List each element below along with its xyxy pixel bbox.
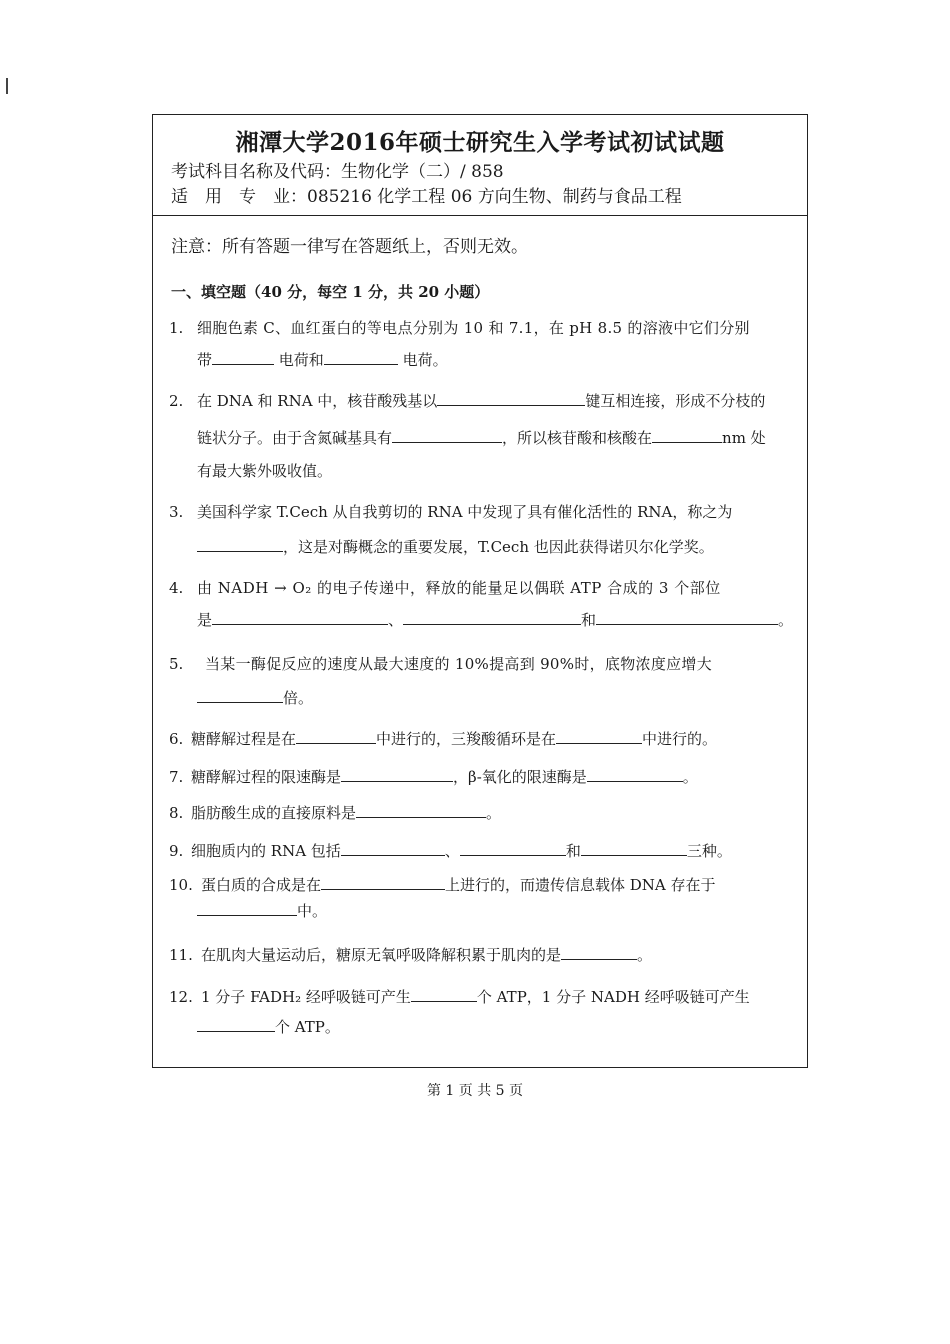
question-text: 1 分子 FADH₂ 经呼吸链可产生 <box>201 988 411 1006</box>
question-text: 蛋白质的合成是在 <box>201 876 322 894</box>
question-text: 是 <box>197 611 213 629</box>
question-text: 个 ATP，1 分子 NADH 经呼吸链可产生 <box>476 988 750 1006</box>
question-number: 12. <box>169 988 193 1006</box>
question-text: 脂肪酸生成的直接原料是 <box>191 804 357 822</box>
question-number: 6. <box>169 730 184 748</box>
answer-blank[interactable] <box>212 610 388 625</box>
answer-blank[interactable] <box>437 391 585 406</box>
question-3 <box>169 499 807 575</box>
scan-artifact-mark <box>6 78 8 94</box>
exam-paper-frame <box>152 114 808 1068</box>
question-number: 3. <box>169 503 184 521</box>
question-text: 、 <box>388 611 404 629</box>
question-text: 中。 <box>297 902 328 920</box>
question-10 <box>169 871 807 933</box>
question-text: 。 <box>486 804 502 822</box>
question-number: 9. <box>169 842 184 860</box>
question-text: 在 DNA 和 RNA 中，核苷酸残基以 <box>197 392 438 410</box>
question-text: 。 <box>682 768 698 786</box>
question-7 <box>169 761 807 797</box>
answer-blank[interactable] <box>587 767 683 782</box>
question-text: 中进行的，三羧酸循环是在 <box>376 730 557 748</box>
answer-blank[interactable] <box>321 875 445 890</box>
question-text: 和 <box>565 842 581 860</box>
answer-blank[interactable] <box>596 610 778 625</box>
question-5 <box>169 651 807 723</box>
subject-value: 生物化学（二）/ 858 <box>341 162 504 182</box>
answer-blank[interactable] <box>403 610 581 625</box>
question-text: nm 处 <box>722 429 766 447</box>
question-number: 1. <box>169 319 184 337</box>
answer-blank[interactable] <box>197 1017 275 1032</box>
answer-blank[interactable] <box>197 688 283 703</box>
question-text: 糖酵解过程是在 <box>191 730 297 748</box>
question-text: 有最大紫外吸收值。 <box>197 462 333 480</box>
answer-blank[interactable] <box>341 841 445 856</box>
major-value: 085216 化学工程 06 方向生物、制药与食品工程 <box>307 187 682 207</box>
answer-blank[interactable] <box>197 901 297 916</box>
question-11 <box>169 933 807 975</box>
question-text: 细胞色素 C、血红蛋白的等电点分别为 10 和 7.1，在 pH 8.5 的溶液中它们分别 <box>197 319 750 337</box>
question-text: 中进行的。 <box>642 730 718 748</box>
exam-title: 湘潭大学2016年硕士研究生入学考试初试试题 <box>235 129 725 156</box>
question-6 <box>169 723 807 761</box>
answer-blank[interactable] <box>341 767 453 782</box>
question-text: 个 ATP。 <box>275 1018 340 1036</box>
answer-blank[interactable] <box>296 729 376 744</box>
question-number: 4. <box>169 579 184 597</box>
question-text: 和 <box>581 611 597 629</box>
major-row <box>171 185 807 210</box>
question-9 <box>169 835 807 871</box>
answer-blank[interactable] <box>392 428 502 443</box>
question-text: 倍。 <box>283 689 314 707</box>
question-text: ，这是对酶概念的重要发展，T.Cech 也因此获得诺贝尔化学奖。 <box>283 538 714 556</box>
question-2 <box>169 385 807 499</box>
subject-row <box>171 160 807 185</box>
question-number: 2. <box>169 392 184 410</box>
question-text: ，所以核苷酸和核酸在 <box>502 429 653 447</box>
page-number-footer: 第 1 页 共 5 页 <box>426 1083 524 1099</box>
question-text: 上进行的，而遗传信息载体 DNA 存在于 <box>445 876 716 894</box>
answer-blank[interactable] <box>581 841 687 856</box>
question-text: 键互相连接，形成不分枝的 <box>585 392 766 410</box>
answer-blank[interactable] <box>197 537 283 552</box>
answer-blank[interactable] <box>324 350 398 365</box>
question-text: ，β-氧化的限速酶是 <box>453 768 587 786</box>
question-text: 糖酵解过程的限速酶是 <box>191 768 342 786</box>
question-text: 由 NADH → O₂ 的电子传递中，释放的能量足以偶联 ATP 合成的 3 个部位 <box>197 579 721 597</box>
question-text: 在肌肉大量运动后，糖原无氧呼吸降解积累于肌肉的是 <box>201 946 562 964</box>
question-number: 11. <box>169 946 193 964</box>
question-text: 当某一酶促反应的速度从最大速度的 10%提高到 90%时，底物浓度应增大 <box>205 655 713 673</box>
question-text: 。 <box>637 946 653 964</box>
section-title: 一、填空题（40 分，每空 1 分，共 20 小题） <box>171 283 490 301</box>
question-text: 链状分子。由于含氮碱基具有 <box>197 429 393 447</box>
answer-blank[interactable] <box>460 841 566 856</box>
answer-blank[interactable] <box>212 350 274 365</box>
subject-label: 考试科目名称及代码： <box>171 162 341 182</box>
answer-blank[interactable] <box>556 729 642 744</box>
question-text: 带 <box>197 351 213 369</box>
question-text: 电荷和 <box>278 351 324 369</box>
question-list <box>153 313 807 1037</box>
question-number: 10. <box>169 876 193 894</box>
question-text: 细胞质内的 RNA 包括 <box>191 842 341 860</box>
exam-notice: 注意：所有答题一律写在答题纸上，否则无效。 <box>171 237 528 257</box>
question-text: 美国科学家 T.Cech 从自我剪切的 RNA 中发现了具有催化活性的 RNA，称之为 <box>197 503 733 521</box>
question-text: 、 <box>444 842 460 860</box>
question-number: 5. <box>169 655 184 673</box>
exam-header <box>153 115 807 216</box>
answer-blank[interactable] <box>652 428 722 443</box>
answer-blank[interactable] <box>356 803 486 818</box>
question-number: 7. <box>169 768 184 786</box>
question-number: 8. <box>169 804 184 822</box>
question-4 <box>169 575 807 651</box>
question-1 <box>169 313 807 385</box>
question-text: 电荷。 <box>402 351 448 369</box>
question-text: 三种。 <box>686 842 732 860</box>
answer-blank[interactable] <box>561 945 637 960</box>
question-12 <box>169 975 807 1037</box>
major-label: 适 用 专 业： <box>171 187 307 207</box>
question-text: 。 <box>778 611 794 629</box>
answer-blank[interactable] <box>411 987 477 1002</box>
question-8 <box>169 797 807 835</box>
